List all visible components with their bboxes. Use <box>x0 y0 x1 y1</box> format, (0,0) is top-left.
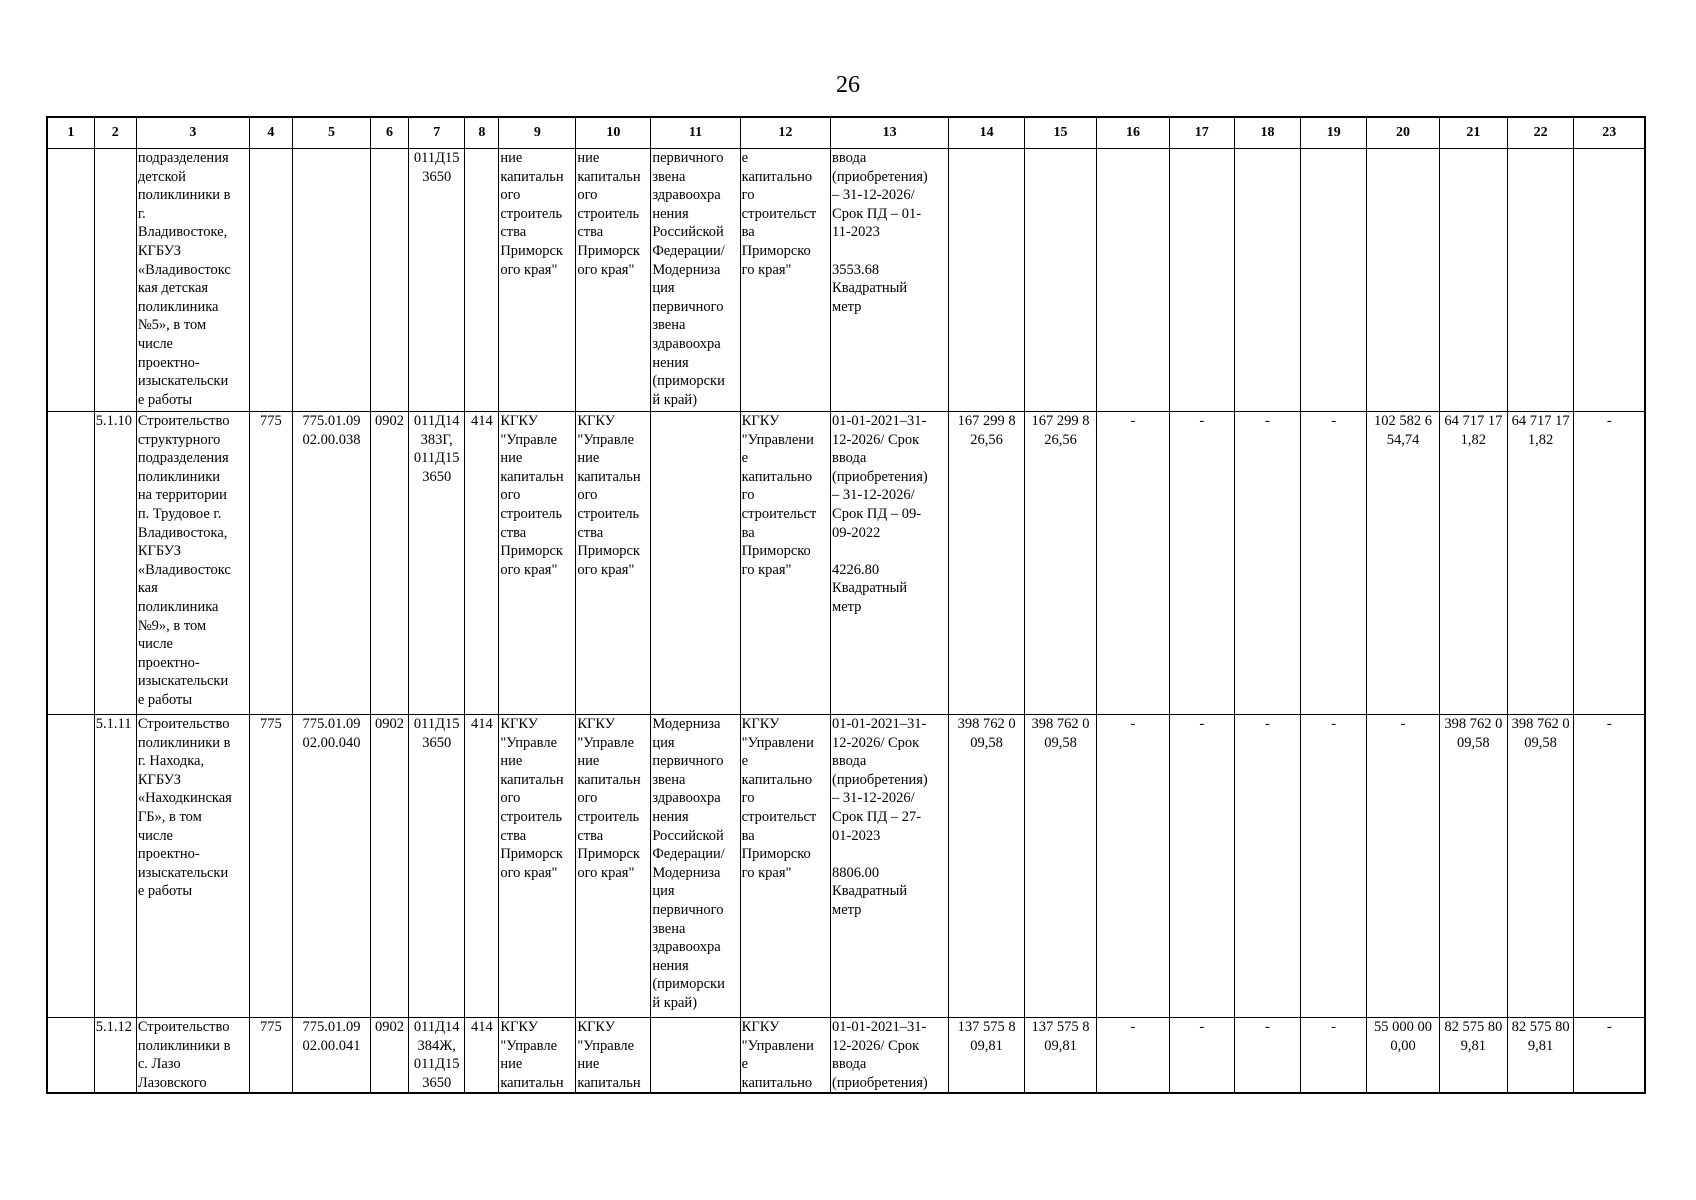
cell-customer: КГКУ "Управле ние капитальн ого строитель ства Приморск ого края" <box>499 412 576 715</box>
cell-executor: КГКУ "Управлени е капитально го строительст ва Приморско го края" <box>740 715 830 1018</box>
cell-object-name: Строительство поликлиники в с. Лазо Лазовского <box>136 1018 249 1094</box>
cell-value: - <box>1367 715 1440 1018</box>
column-header: 12 <box>740 117 830 149</box>
column-header: 9 <box>499 117 576 149</box>
cell-value: 137 575 8 09,81 <box>949 1018 1025 1094</box>
column-header: 8 <box>465 117 499 149</box>
cell-value: 55 000 00 0,00 <box>1367 1018 1440 1094</box>
cell-value: 398 762 0 09,58 <box>1025 715 1097 1018</box>
cell-developer: КГКУ "Управле ние капитальн <box>576 1018 651 1094</box>
cell-code <box>94 149 136 412</box>
cell-terms: ввода (приобретения) – 31-12-2026/ Срок ПД – 01- 11-2023 3553.68 Квадратный метр <box>831 149 949 412</box>
cell-terms: 01-01-2021–31- 12-2026/ Срок ввода (приобретения) <box>831 1018 949 1094</box>
cell-value: - <box>1234 1018 1301 1094</box>
column-header: 23 <box>1574 117 1645 149</box>
cell-index <box>47 412 94 715</box>
column-header: 3 <box>136 117 249 149</box>
cell-object-name: Строительство структурного подразделения поликлиники на территории п. Трудовое г. Владивостока, КГБУЗ «Владивостокс кая поликлиника №9», в том числе проектно- изыскательски е работы <box>136 412 249 715</box>
cell-value: 64 717 17 1,82 <box>1507 412 1574 715</box>
cell-value <box>1025 149 1097 412</box>
column-header: 7 <box>408 117 464 149</box>
column-header: 13 <box>831 117 949 149</box>
cell-value: 102 582 6 54,74 <box>1367 412 1440 715</box>
column-header: 20 <box>1367 117 1440 149</box>
cell-target-item: 011Д15 3650 <box>408 149 464 412</box>
cell-value: - <box>1169 715 1234 1018</box>
cell-executor: КГКУ "Управлени е капитально <box>740 1018 830 1094</box>
column-header: 21 <box>1439 117 1507 149</box>
column-header: 6 <box>370 117 408 149</box>
cell-section: 0902 <box>370 412 408 715</box>
cell-object-name: Строительство поликлиники в г. Находка, КГБУЗ «Находкинская ГБ», в том числе проектно- изыскательски е работы <box>136 715 249 1018</box>
cell-value: - <box>1234 412 1301 715</box>
cell-value: - <box>1574 1018 1645 1094</box>
cell-grbs: 775 <box>249 1018 292 1094</box>
column-header: 15 <box>1025 117 1097 149</box>
column-header: 4 <box>249 117 292 149</box>
cell-kbk: 775.01.09 02.00.041 <box>292 1018 370 1094</box>
column-header: 16 <box>1096 117 1169 149</box>
table-row <box>47 149 1645 412</box>
table-header-row <box>47 117 1645 149</box>
cell-value <box>1096 149 1169 412</box>
cell-developer: КГКУ "Управле ние капитальн ого строитель ства Приморск ого края" <box>576 715 651 1018</box>
cell-index <box>47 149 94 412</box>
cell-value: 167 299 8 26,56 <box>949 412 1025 715</box>
table-row <box>47 412 1645 715</box>
cell-executor: е капитально го строительст ва Приморско го края" <box>740 149 830 412</box>
cell-grbs <box>249 149 292 412</box>
column-header: 17 <box>1169 117 1234 149</box>
cell-code: 5.1.10 <box>94 412 136 715</box>
column-header: 14 <box>949 117 1025 149</box>
column-header: 5 <box>292 117 370 149</box>
cell-value <box>949 149 1025 412</box>
cell-customer: КГКУ "Управле ние капитальн ого строитель ства Приморск ого края" <box>499 715 576 1018</box>
cell-value: 167 299 8 26,56 <box>1025 412 1097 715</box>
cell-target-item: 011Д15 3650 <box>408 715 464 1018</box>
cell-value: - <box>1169 412 1234 715</box>
page-number: 26 <box>836 72 860 98</box>
cell-value: - <box>1574 715 1645 1018</box>
cell-developer: ние капитальн ого строитель ства Приморск ого края" <box>576 149 651 412</box>
cell-expense-type: 414 <box>465 715 499 1018</box>
column-header: 1 <box>47 117 94 149</box>
cell-value: - <box>1301 715 1367 1018</box>
cell-developer: КГКУ "Управле ние капитальн ого строитель ства Приморск ого края" <box>576 412 651 715</box>
cell-index <box>47 1018 94 1094</box>
column-header: 22 <box>1507 117 1574 149</box>
cell-value: - <box>1301 412 1367 715</box>
cell-terms: 01-01-2021–31- 12-2026/ Срок ввода (приобретения) – 31-12-2026/ Срок ПД – 27- 01-2023 8806.00 Квадратный метр <box>831 715 949 1018</box>
cell-value <box>1301 149 1367 412</box>
cell-section: 0902 <box>370 1018 408 1094</box>
cell-value: 398 762 0 09,58 <box>1439 715 1507 1018</box>
cell-expense-type: 414 <box>465 412 499 715</box>
cell-value <box>1507 149 1574 412</box>
cell-project <box>651 1018 740 1094</box>
cell-index <box>47 715 94 1018</box>
cell-value <box>1367 149 1440 412</box>
cell-value: - <box>1096 1018 1169 1094</box>
cell-value: 64 717 17 1,82 <box>1439 412 1507 715</box>
cell-grbs: 775 <box>249 412 292 715</box>
column-header: 10 <box>576 117 651 149</box>
cell-code: 5.1.12 <box>94 1018 136 1094</box>
column-header: 11 <box>651 117 740 149</box>
cell-customer: ние капитальн ого строитель ства Приморск ого края" <box>499 149 576 412</box>
cell-value <box>1439 149 1507 412</box>
column-header: 2 <box>94 117 136 149</box>
cell-value: - <box>1301 1018 1367 1094</box>
cell-value <box>1169 149 1234 412</box>
cell-target-item: 011Д14 384Ж, 011Д15 3650 <box>408 1018 464 1094</box>
table-row <box>47 715 1645 1018</box>
cell-project: первичного звена здравоохра нения Российской Федерации/ Модерниза ция первичного звена здравоохра нения (приморски й край) <box>651 149 740 412</box>
table-row <box>47 1018 1645 1094</box>
cell-section: 0902 <box>370 715 408 1018</box>
cell-value: - <box>1096 412 1169 715</box>
cell-project <box>651 412 740 715</box>
cell-kbk <box>292 149 370 412</box>
budget-table <box>46 116 1646 1094</box>
cell-value: - <box>1169 1018 1234 1094</box>
cell-project: Модерниза ция первичного звена здравоохра нения Российской Федерации/ Модерниза ция первичного звена здравоохра нения (приморски й край) <box>651 715 740 1018</box>
cell-value: 137 575 8 09,81 <box>1025 1018 1097 1094</box>
cell-section <box>370 149 408 412</box>
cell-value <box>1234 149 1301 412</box>
cell-grbs: 775 <box>249 715 292 1018</box>
cell-kbk: 775.01.09 02.00.040 <box>292 715 370 1018</box>
cell-target-item: 011Д14 383Г, 011Д15 3650 <box>408 412 464 715</box>
cell-value: 82 575 80 9,81 <box>1439 1018 1507 1094</box>
cell-expense-type: 414 <box>465 1018 499 1094</box>
cell-customer: КГКУ "Управле ние капитальн <box>499 1018 576 1094</box>
cell-value: 398 762 0 09,58 <box>949 715 1025 1018</box>
cell-value: 398 762 0 09,58 <box>1507 715 1574 1018</box>
cell-value: - <box>1096 715 1169 1018</box>
cell-executor: КГКУ "Управлени е капитально го строительст ва Приморско го края" <box>740 412 830 715</box>
cell-object-name: подразделения детской поликлиники в г. Владивостоке, КГБУЗ «Владивостокс кая детская поликлиника №5», в том числе проектно- изыскательски е работы <box>136 149 249 412</box>
cell-value: 82 575 80 9,81 <box>1507 1018 1574 1094</box>
cell-value <box>1574 149 1645 412</box>
column-header: 19 <box>1301 117 1367 149</box>
cell-expense-type <box>465 149 499 412</box>
cell-value: - <box>1574 412 1645 715</box>
cell-code: 5.1.11 <box>94 715 136 1018</box>
cell-kbk: 775.01.09 02.00.038 <box>292 412 370 715</box>
cell-terms: 01-01-2021–31- 12-2026/ Срок ввода (приобретения) – 31-12-2026/ Срок ПД – 09- 09-2022 4226.80 Квадратный метр <box>831 412 949 715</box>
column-header: 18 <box>1234 117 1301 149</box>
cell-value: - <box>1234 715 1301 1018</box>
